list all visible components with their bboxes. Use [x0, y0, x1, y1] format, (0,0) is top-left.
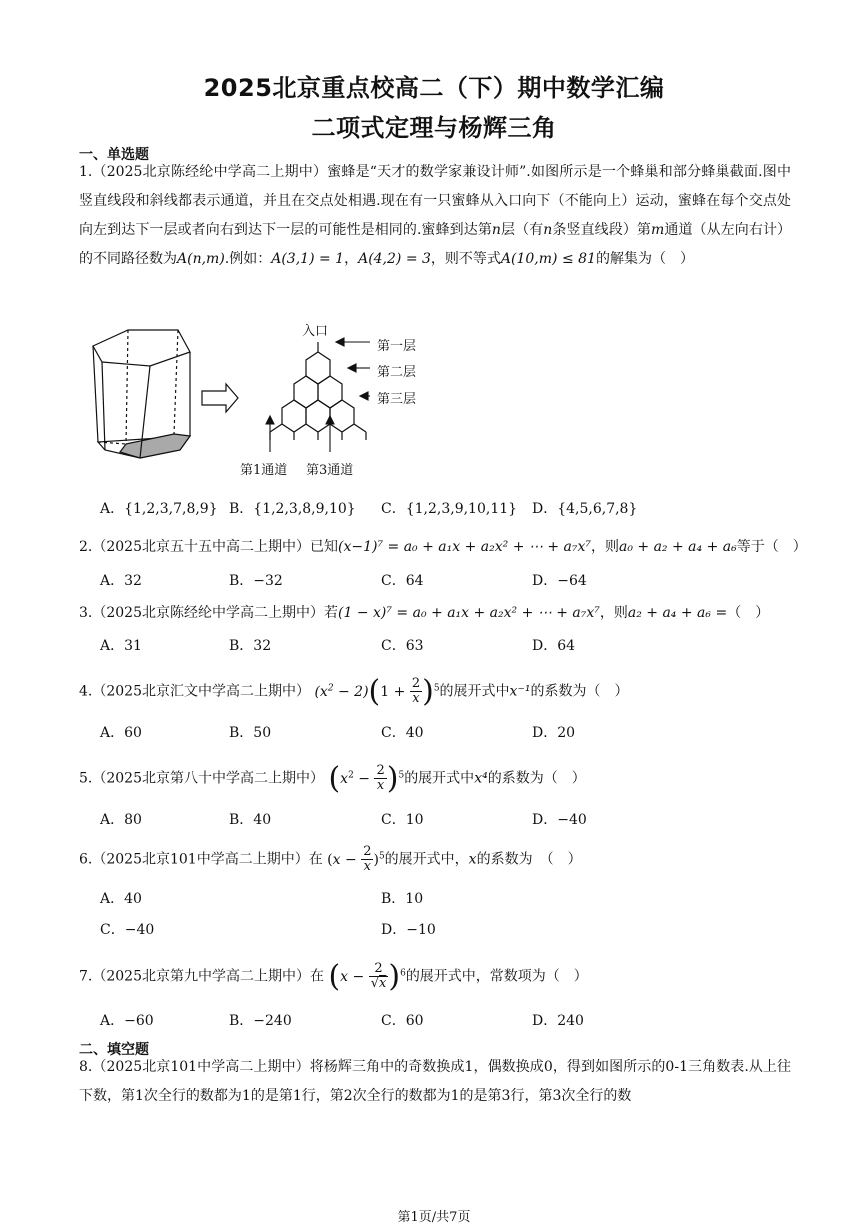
- question-5-text: 5.（2025北京第八十中学高二上期中） ($x^2$ − $\frac{2}{x}$ )$^5$的展开式中x⁴的系数为（ ）: [79, 760, 586, 796]
- q4-option-c[interactable]: C．40: [381, 725, 424, 741]
- question-3-text: 3.（2025北京陈经纶中学高二上期中）若(1 − x)⁷ = a₀ + a₁x + a₂x² + ⋯ + a₇x⁷，则a₂ + a₄ + a₆ =（ ）: [79, 605, 770, 621]
- honeycomb-figure: [80, 318, 440, 482]
- label-layer-1: 第一层: [377, 339, 417, 354]
- q1-option-c[interactable]: C．{1,2,3,9,10,11}: [381, 501, 518, 517]
- label-entry: 入口: [302, 324, 329, 339]
- question-4-text: 4.（2025北京汇文中学高二上期中） $(x^2 - 2)(1$ + $\frac{2}{x}$ )$^5$的展开式中x⁻¹的系数为（ ）: [79, 673, 629, 709]
- hexagon-grid: [270, 342, 366, 440]
- question-1-text: 1.（2025北京陈经纶中学高二上期中）蜜蜂是“天才的数学家兼设计师”.如图所示是一个蜂巢和部分蜂巢截面.图中竖直线段和斜线都表示通道，并且在交点处相遇.现在有一只蜜蜂从入口向下（不能向上）运动，蜜蜂在每个交点处向左到达下一层或者向右到达下一层的可能性是相同的.蜜蜂到达第n层（有n条竖直线段）第m通道（从左向右计）的不同路径数为A(n,m).例如：A(3,1) = 1，A(4,2) = 3，则不等式A(10,m) ≤ 81的解集为（ ）: [79, 164, 792, 267]
- q4-formula: $(x^2 - 2)(1$ + $\frac{2}{x}$ )$^5$: [314, 673, 440, 709]
- q3-option-d[interactable]: D．64: [532, 638, 576, 654]
- label-layer-2: 第二层: [377, 365, 417, 380]
- q7-option-a[interactable]: A．−60: [100, 1013, 154, 1029]
- q1-option-a[interactable]: A．{1,2,3,7,8,9}: [100, 501, 218, 517]
- q6-formula: (x − $\frac{2}{x}$ )$^5$: [327, 844, 385, 875]
- arrow-icon: [202, 384, 238, 412]
- question-2-text: 2.（2025北京五十五中高二上期中）已知(x−1)⁷ = a₀ + a₁x + a₂x² + ⋯ + a₇x⁷，则a₀ + a₂ + a₄ + a₆等于（ ）: [79, 539, 807, 555]
- q2-option-c[interactable]: C．64: [381, 573, 424, 589]
- question-6-text: 6.（2025北京101中学高二上期中）在 (x − $\frac{2}{x}$ )$^5$的展开式中，x的系数为 （ ）: [79, 844, 582, 875]
- q7-option-c[interactable]: C．60: [381, 1013, 424, 1029]
- q7-option-d[interactable]: D．240: [532, 1013, 584, 1029]
- q4-option-b[interactable]: B．50: [229, 725, 272, 741]
- q5-formula: ($x^2$ − $\frac{2}{x}$ )$^5$: [328, 760, 405, 796]
- q2-option-a[interactable]: A．32: [100, 573, 142, 589]
- q1-option-b[interactable]: B．{1,2,3,8,9,10}: [229, 501, 356, 517]
- q4-option-a[interactable]: A．60: [100, 725, 142, 741]
- q1-option-d[interactable]: D．{4,5,6,7,8}: [532, 501, 638, 517]
- q2-option-b[interactable]: B．−32: [229, 573, 283, 589]
- q5-option-a[interactable]: A．80: [100, 812, 142, 828]
- q7-formula: (x − $\frac{2}{√x}$ )$^6$: [328, 958, 406, 994]
- q3-option-a[interactable]: A．31: [100, 638, 142, 654]
- question-7-text: 7.（2025北京第九中学高二上期中）在 (x − $\frac{2}{√x}$ )$^6$的展开式中，常数项为（ ）: [79, 958, 588, 994]
- label-channel-3: 第3通道: [306, 463, 354, 478]
- label-channel-1: 第1通道: [240, 463, 288, 478]
- page-footer: 第1页/共7页: [397, 1210, 471, 1225]
- q7-option-b[interactable]: B．−240: [229, 1013, 292, 1029]
- q6-option-b[interactable]: B．10: [381, 891, 424, 907]
- q6-option-d[interactable]: D．−10: [381, 922, 436, 938]
- q6-option-a[interactable]: A．40: [100, 891, 142, 907]
- prism-drawing: [93, 330, 190, 458]
- q2-option-d[interactable]: D．−64: [532, 573, 587, 589]
- question-8-text: 8.（2025北京101中学高二上期中）将杨辉三角中的奇数换成1，偶数换成0，得到如图所示的0-1三角数表.从上往下数，第1次全行的数都为1的是第1行，第2次全行的数都为1的是第3行，第3次全行的数: [79, 1059, 791, 1104]
- section-heading-fill-blank: 二、填空题: [79, 1042, 149, 1058]
- q6-option-c[interactable]: C．−40: [100, 922, 155, 938]
- q5-option-d[interactable]: D．−40: [532, 812, 587, 828]
- q5-option-b[interactable]: B．40: [229, 812, 272, 828]
- layer-arrows: [336, 338, 370, 400]
- page-title: 2025北京重点校高二（下）期中数学汇编: [203, 74, 665, 102]
- q3-option-b[interactable]: B．32: [229, 638, 272, 654]
- q3-option-c[interactable]: C．63: [381, 638, 424, 654]
- q4-option-d[interactable]: D．20: [532, 725, 576, 741]
- page-subtitle: 二项式定理与杨辉三角: [311, 114, 557, 142]
- section-heading-single-choice: 一、单选题: [79, 147, 149, 163]
- q5-option-c[interactable]: C．10: [381, 812, 424, 828]
- channel-arrows: [266, 416, 334, 452]
- label-layer-3: 第三层: [377, 392, 417, 407]
